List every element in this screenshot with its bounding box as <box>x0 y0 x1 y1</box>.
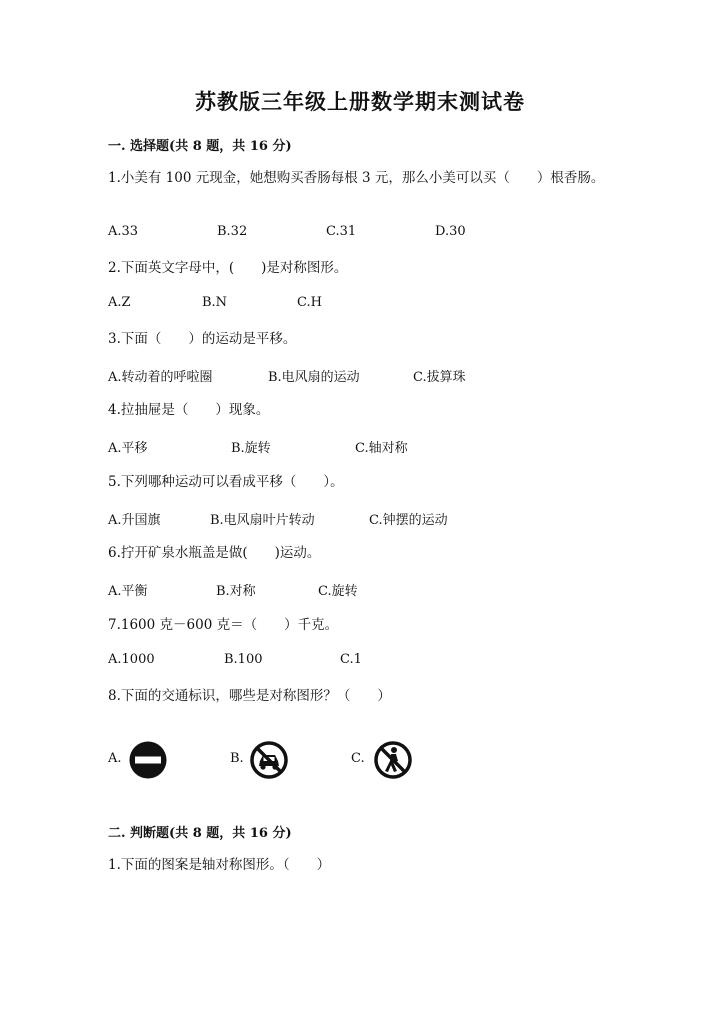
question-7: 7.1600 克－600 克＝（ ）千克。 <box>108 617 339 633</box>
no-pedestrian-sign-icon <box>373 740 413 780</box>
option-a[interactable]: A.Z <box>108 295 131 310</box>
question-2: 2.下面英文字母中，( )是对称图形。 <box>108 260 348 276</box>
option-b[interactable]: B.对称 <box>216 584 256 599</box>
no-entry-sign-icon <box>128 740 168 780</box>
section-heading-judge: 二. 判断题(共 8 题，共 16 分) <box>108 826 292 841</box>
option-a[interactable]: A.33 <box>108 224 139 239</box>
question-5: 5.下列哪种运动可以看成平移（ ）。 <box>108 474 344 490</box>
option-c[interactable]: C.1 <box>340 652 362 667</box>
option-b[interactable]: B.电风扇叶片转动 <box>210 513 315 528</box>
option-a[interactable]: A.平衡 <box>108 584 148 599</box>
section-heading-choice: 一. 选择题(共 8 题，共 16 分) <box>108 139 292 154</box>
option-a[interactable]: A.平移 <box>108 441 148 456</box>
judge-question-1: 1.下面的图案是轴对称图形。（ ） <box>108 857 331 873</box>
option-a[interactable]: A.转动着的呼啦圈 <box>108 370 213 385</box>
question-4: 4.拉抽屉是（ ）现象。 <box>108 402 270 418</box>
option-d[interactable]: D.30 <box>435 224 466 239</box>
option-a[interactable]: A.升国旗 <box>108 513 161 528</box>
option-c[interactable]: C.轴对称 <box>355 441 408 456</box>
option-c[interactable]: C.旋转 <box>318 584 358 599</box>
option-label: A. <box>108 751 122 766</box>
option-b[interactable]: B.电风扇的运动 <box>268 370 360 385</box>
question-8: 8.下面的交通标识，哪些是对称图形？（ ） <box>108 688 391 704</box>
option-c[interactable]: C.钟摆的运动 <box>369 513 448 528</box>
option-c[interactable]: C.拔算珠 <box>413 370 466 385</box>
page-title: 苏教版三年级上册数学期末测试卷 <box>195 89 525 114</box>
option-b[interactable]: B.旋转 <box>231 441 271 456</box>
option-label: C. <box>351 751 365 766</box>
option-label: B. <box>230 751 244 766</box>
option-c[interactable]: C.31 <box>326 224 357 239</box>
option-c[interactable]: C.H <box>297 295 322 310</box>
question-3: 3.下面（ ）的运动是平移。 <box>108 331 297 347</box>
question-6: 6.拧开矿泉水瓶盖是做( )运动。 <box>108 545 321 561</box>
question-1: 1.小美有 100 元现金，她想购买香肠每根 3 元，那么小美可以买（ ）根香肠。 <box>108 170 605 186</box>
option-b[interactable]: B.100 <box>224 652 263 667</box>
no-motor-vehicle-sign-icon <box>249 740 289 780</box>
option-b[interactable]: B.N <box>202 295 228 310</box>
option-a[interactable]: A.1000 <box>108 652 155 667</box>
option-b[interactable]: B.32 <box>217 224 248 239</box>
